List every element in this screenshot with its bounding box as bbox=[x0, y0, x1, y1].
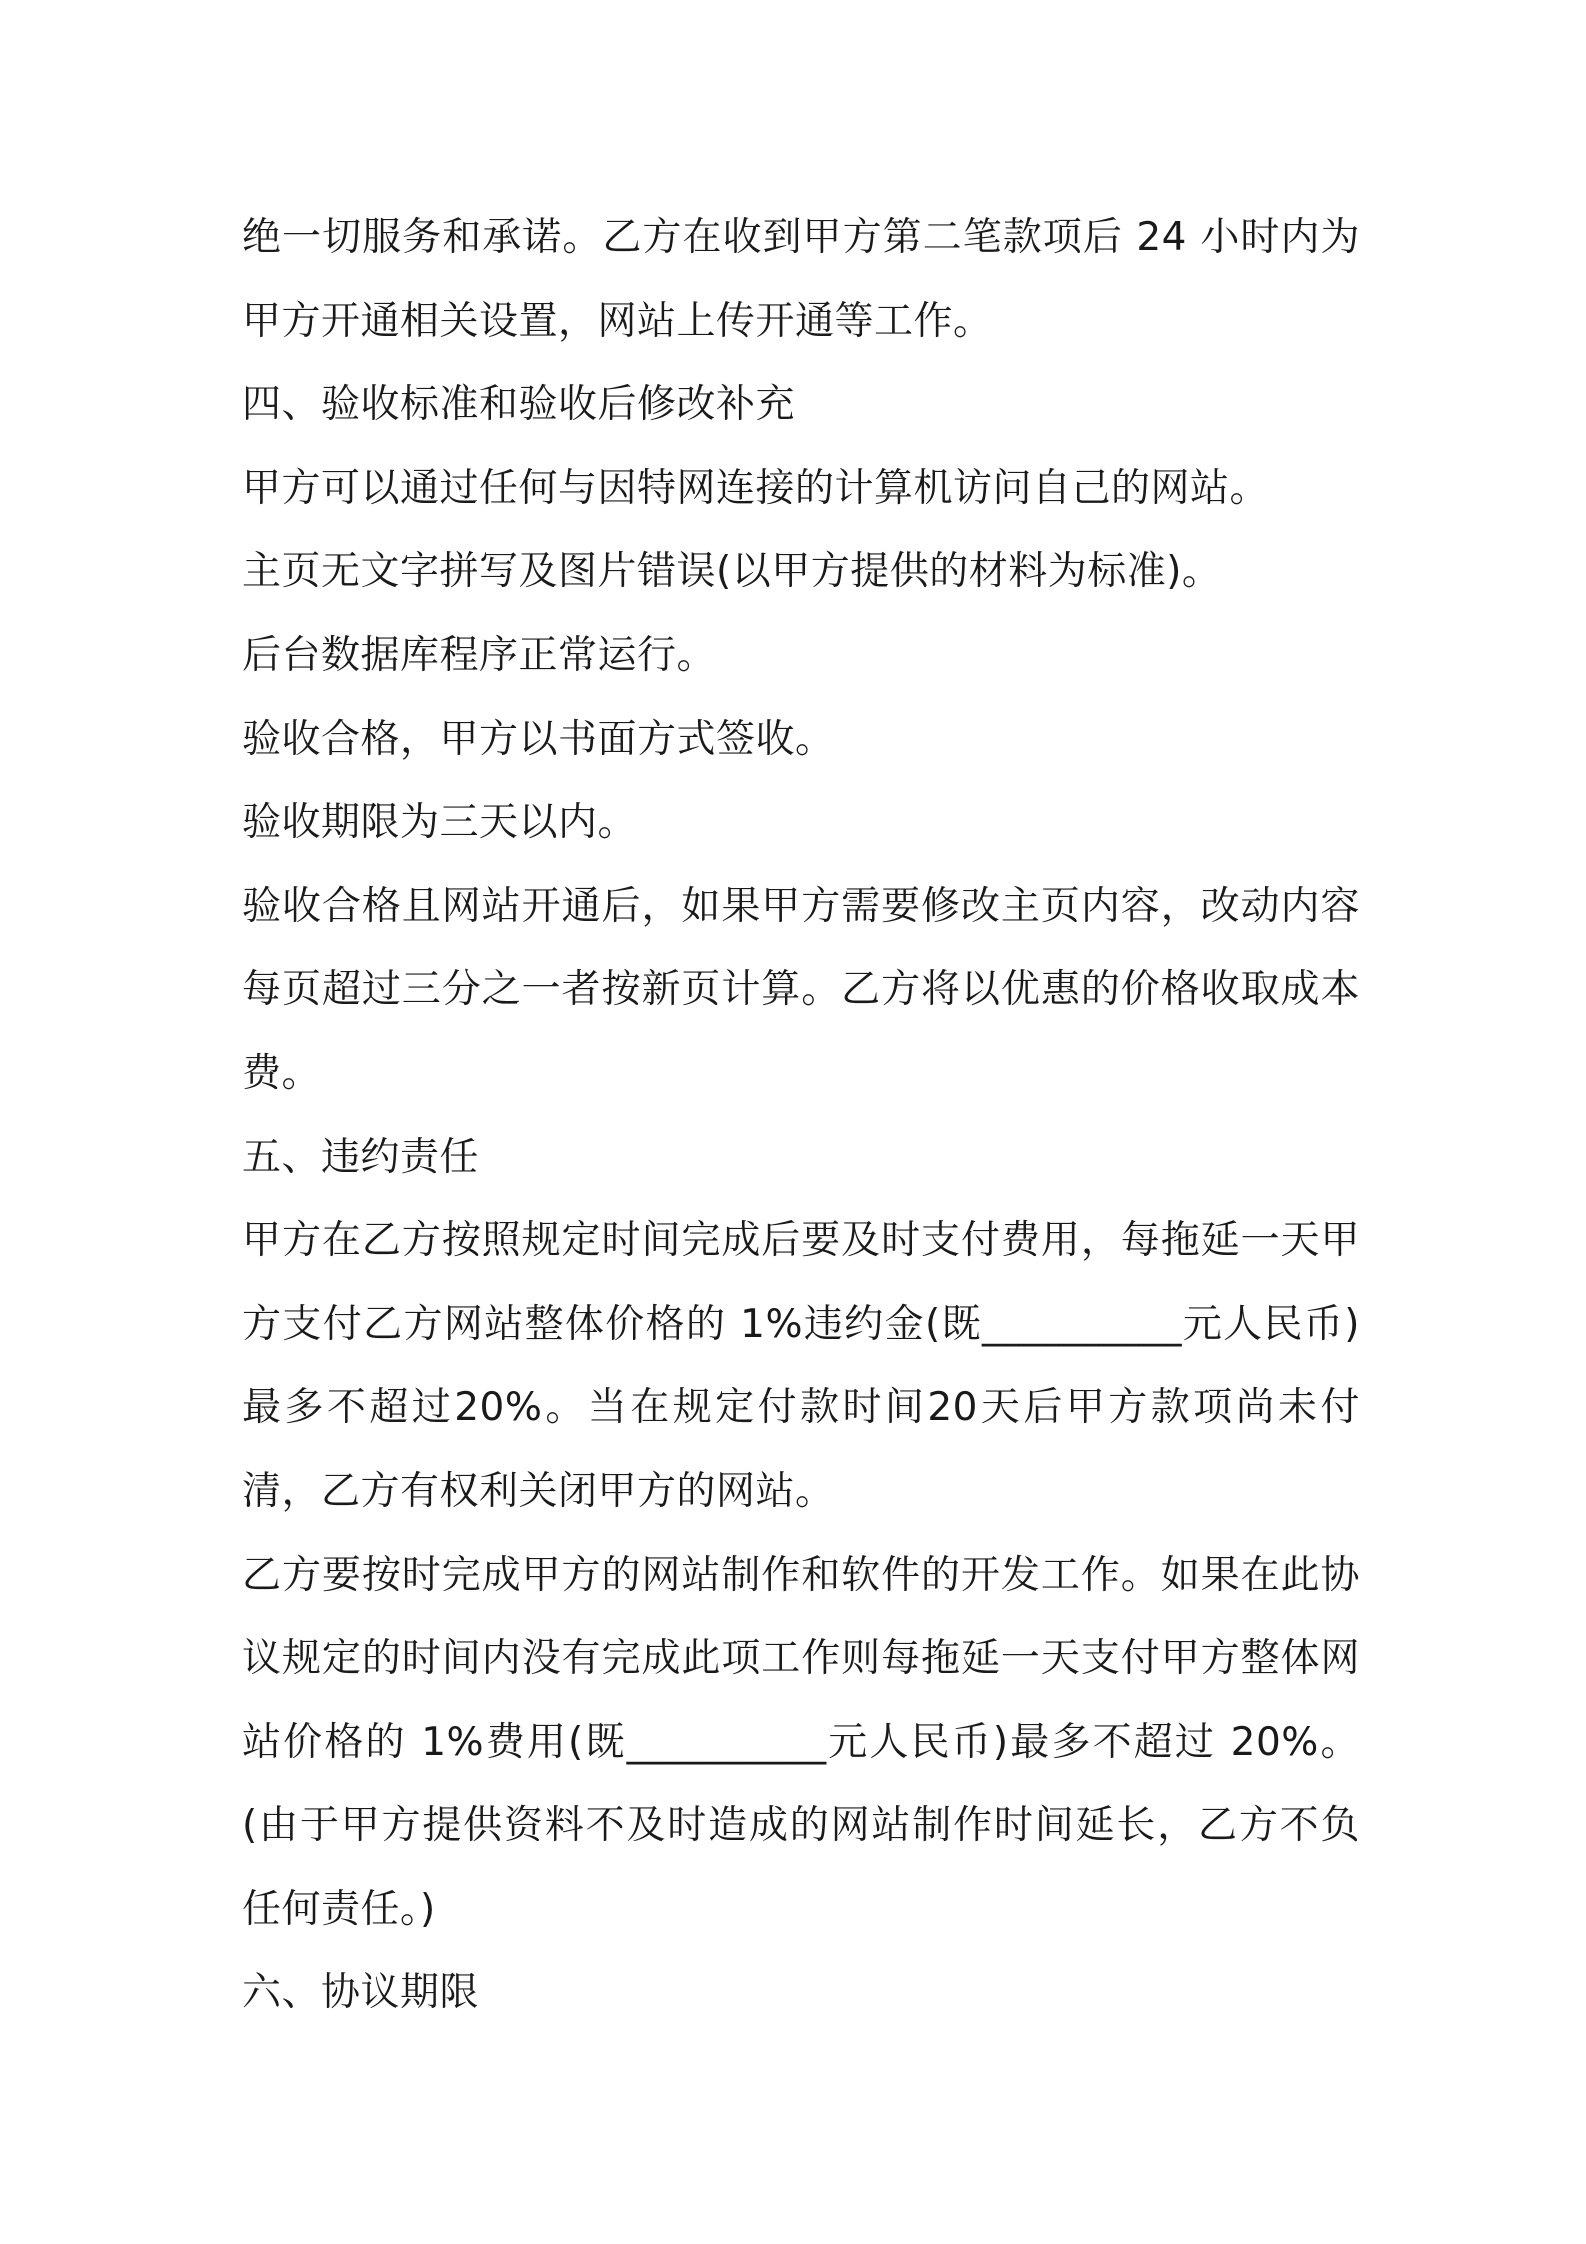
paragraph-post-acceptance-changes: 验收合格且网站开通后，如果甲方需要修改主页内容，改动内容每页超过三分之一者按新页计算。乙方将以优惠的价格收取成本费。 bbox=[242, 883, 1360, 1096]
paragraph-homepage-accuracy: 主页无文字拼写及图片错误(以甲方提供的材料为标准)。 bbox=[242, 549, 1222, 595]
paragraph-written-signoff: 验收合格，甲方以书面方式签收。 bbox=[242, 716, 835, 762]
paragraph-internet-access: 甲方可以通过任何与因特网连接的计算机访问自己的网站。 bbox=[242, 465, 1270, 511]
section-heading-liability: 五、违约责任 bbox=[242, 1134, 480, 1180]
paragraph-database-operation: 后台数据库程序正常运行。 bbox=[242, 632, 717, 678]
document-body bbox=[242, 196, 1360, 2035]
paragraph-party-a-penalty: 甲方在乙方按照规定时间完成后要及时支付费用，每拖延一天甲方支付乙方网站整体价格的 1%违约金(既__________元人民币)最多不超过20%。当在规定付款时间20天后甲方款项尚未付清，乙方有权利关闭甲方的网站。 bbox=[242, 1218, 1360, 1514]
paragraph-service-activation: 绝一切服务和承诺。乙方在收到甲方第二笔款项后 24 小时内为甲方开通相关设置，网站上传开通等工作。 bbox=[242, 215, 1360, 344]
section-heading-acceptance: 四、验收标准和验收后修改补充 bbox=[242, 382, 796, 428]
paragraph-acceptance-period: 验收期限为三天以内。 bbox=[242, 800, 638, 846]
section-heading-term: 六、协议期限 bbox=[242, 1970, 480, 2016]
paragraph-party-b-penalty: 乙方要按时完成甲方的网站制作和软件的开发工作。如果在此协议规定的时间内没有完成此项工作则每拖延一天支付甲方整体网站价格的 1%费用(既__________元人民币)最多不超过 20%。(由于甲方提供资料不及时造成的网站制作时间延长，乙方不负任何责任。) bbox=[242, 1552, 1360, 1932]
